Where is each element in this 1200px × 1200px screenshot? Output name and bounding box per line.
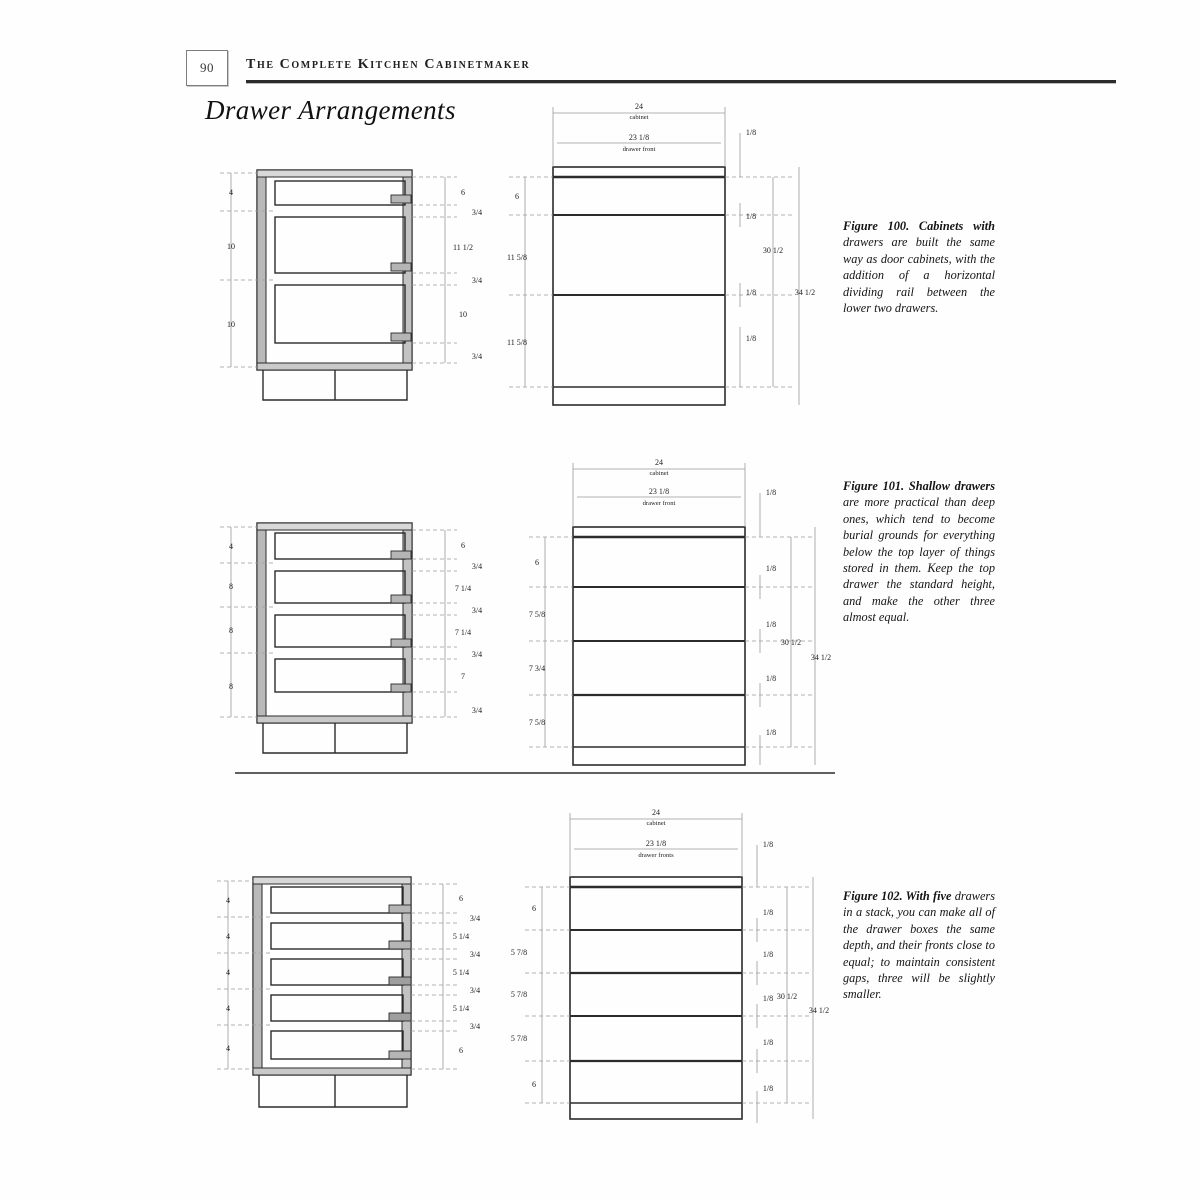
dim-note: cabinet [646, 820, 666, 827]
dim-label: 3/4 [469, 986, 481, 995]
dim-label: 7 1/4 [454, 584, 472, 593]
figure-101-svg [195, 455, 835, 785]
running-head-title: The Complete Kitchen Cabinetmaker [246, 57, 531, 72]
dim-label: 10 [227, 242, 235, 251]
dim-label: 8 [229, 582, 233, 591]
dim-note: drawer front [622, 146, 656, 153]
dim-note: cabinet [649, 470, 669, 477]
dim-label: 4 [226, 968, 230, 977]
dim-label: 6 [535, 558, 539, 567]
dim-label: 4 [229, 542, 233, 551]
dim-label: 4 [226, 1044, 230, 1053]
dim-label: 7 5/8 [528, 718, 546, 727]
dim-label: 1/8 [762, 1038, 774, 1047]
figure-101-caption: Figure 101. Shallow drawers are more practical than deep ones, which tend to become burial grounds for everything below the top layer of things stored in them. Keep the top drawer the standard height, and make the other three almost equal. [843, 479, 995, 625]
page-header [186, 50, 1116, 90]
dim-label: 1/8 [762, 950, 774, 959]
dim-label: 4 [226, 1004, 230, 1013]
dim-label: 1/8 [745, 128, 757, 137]
dim-label: 6 [532, 1080, 536, 1089]
dim-label: 3/4 [471, 606, 483, 615]
dim-label: 5 7/8 [510, 948, 528, 957]
dim-label: 3/4 [469, 1022, 481, 1031]
figure-100-svg [195, 95, 835, 425]
dim-label: 10 [459, 310, 467, 319]
dim-label: 5 1/4 [452, 932, 470, 941]
figure-100-caption: Figure 100. Cabinets with drawers are built the same way as door cabinets, with the addition of a horizontal dividing rail between the lower two drawers. [843, 219, 995, 316]
figure-102-svg [195, 805, 835, 1145]
dim-label: 7 [461, 672, 465, 681]
dim-label: 4 [229, 188, 233, 197]
dim-label: 1/8 [765, 728, 777, 737]
dim-label: 6 [459, 894, 463, 903]
dim-label: 6 [461, 541, 465, 550]
dim-label: 5 1/4 [452, 968, 470, 977]
page-number: 90 [200, 60, 214, 75]
dim-label: 7 5/8 [528, 610, 546, 619]
dim-label: 1/8 [765, 620, 777, 629]
dim-label: 11 5/8 [507, 253, 527, 262]
dim-label: 24 [652, 808, 660, 817]
dim-label: 3/4 [471, 208, 483, 217]
figure-101-drawing [195, 455, 835, 785]
dim-label: 1/8 [745, 288, 757, 297]
dim-label: 8 [229, 626, 233, 635]
dim-label: 1/8 [765, 564, 777, 573]
dim-label: 7 1/4 [454, 628, 472, 637]
dim-label: 23 1/8 [648, 487, 670, 496]
dim-label: 24 [655, 458, 663, 467]
dim-label: 3/4 [469, 914, 481, 923]
dim-label: 5 1/4 [452, 1004, 470, 1013]
dim-label: 1/8 [765, 488, 777, 497]
dim-label: 1/8 [745, 212, 757, 221]
dim-label: 6 [461, 188, 465, 197]
dim-label: 7 3/4 [528, 664, 546, 673]
dim-label: 4 [226, 932, 230, 941]
dim-label: 6 [515, 192, 519, 201]
dim-label: 3/4 [471, 650, 483, 659]
dim-note: drawer fronts [638, 852, 674, 859]
dim-label: 1/8 [765, 674, 777, 683]
dim-label: 1/8 [762, 908, 774, 917]
dim-label: 1/8 [762, 1084, 774, 1093]
dim-label: 23 1/8 [628, 133, 650, 142]
dim-label: 11 1/2 [453, 243, 473, 252]
dim-label: 23 1/8 [645, 839, 667, 848]
dim-note: drawer front [642, 500, 676, 507]
figure-102-caption: Figure 102. With five drawers in a stack, you can make all of the drawer boxes the same depth, and their fronts close to equal; to maintain consistent gaps, three will be slightly smaller. [843, 889, 996, 1002]
dim-label: 3/4 [471, 352, 483, 361]
dim-label: 5 7/8 [510, 1034, 528, 1043]
dim-note: cabinet [629, 114, 649, 121]
header-rule [246, 80, 1116, 83]
figure-102-drawing [195, 805, 835, 1145]
dim-label: 24 [635, 102, 643, 111]
page-title: Drawer Arrangements [205, 95, 456, 125]
dim-label: 34 1/2 [808, 1006, 830, 1015]
dim-label: 11 5/8 [507, 338, 527, 347]
page-number-box [186, 50, 228, 86]
dim-label: 34 1/2 [794, 288, 816, 297]
dim-label: 6 [532, 904, 536, 913]
dim-label: 34 1/2 [810, 653, 832, 662]
dim-label: 1/8 [745, 334, 757, 343]
figure-100-drawing [195, 95, 835, 425]
dim-label: 3/4 [471, 276, 483, 285]
dim-label: 8 [229, 682, 233, 691]
dim-label: 1/8 [762, 994, 774, 1003]
dim-label: 6 [459, 1046, 463, 1055]
dim-label: 5 7/8 [510, 990, 528, 999]
dim-label: 1/8 [762, 840, 774, 849]
dim-label: 30 1/2 [780, 638, 802, 647]
dim-label: 30 1/2 [776, 992, 798, 1001]
dim-label: 3/4 [471, 706, 483, 715]
dim-label: 4 [226, 896, 230, 905]
dim-label: 3/4 [471, 562, 483, 571]
dim-label: 3/4 [469, 950, 481, 959]
dim-label: 10 [227, 320, 235, 329]
dim-label: 30 1/2 [762, 246, 784, 255]
